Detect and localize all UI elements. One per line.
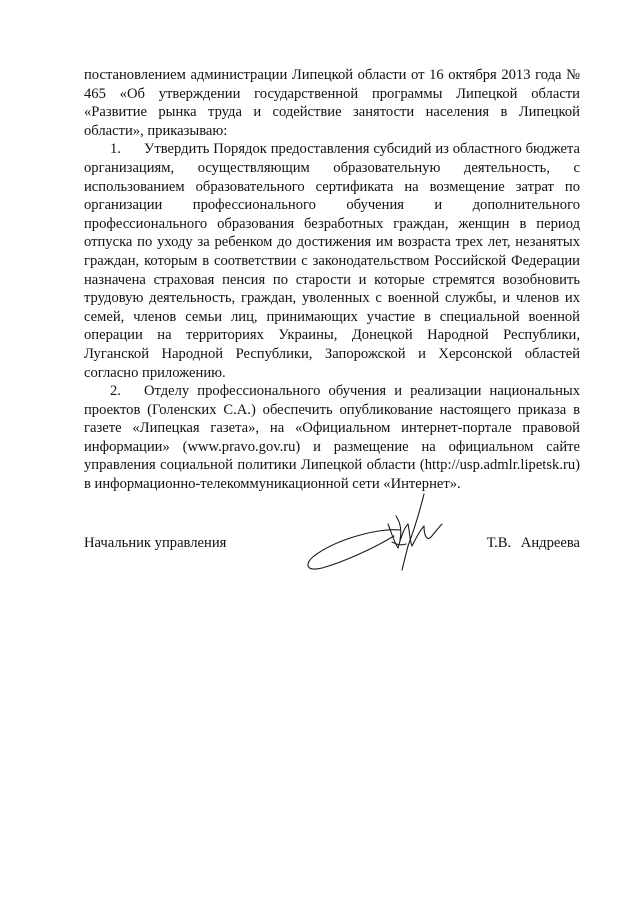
signatory-title: Начальник управления (84, 535, 227, 551)
order-item-2 (84, 382, 580, 494)
signature-block (84, 534, 580, 558)
document-body (84, 66, 580, 494)
order-item-text: Отделу профессионального обучения и реализации национальных проектов (Голенских С.А.) обеспечить опубликование настоящего приказа в газете «Липецкая газета», на «Официальном интернет-портале правовой информации» (www.pravo.gov.ru) и размещение на официальном сайте управления социальной политики Липецкой области (http://usp.admlr.lipetsk.ru) в информационно-телекоммуникационной сети «Интернет». (84, 383, 580, 493)
signatory-name: Т.В. Андреева (486, 535, 580, 551)
order-item-text: Утвердить Порядок предоставления субсидий из областного бюджета организациям, осуществляющим образовательную деятельность, с использованием образовательного сертификата на возмещение затрат по организации профессионального обучения и дополнительного профессионального образования безработных граждан, женщин в период отпуска по уходу за ребенком до достижения им возраста трех лет, незанятых граждан, которым в соответствии с законодательством Российской Федерации назначена страховая пенсия по старости и которые стремятся возобновить трудовую деятельность, граждан, уволенных с военной службы, и членов их семей, членов семьи лиц, принимающих участие в специальной военной операции на территориях Украины, Донецкой Народной Республики, Луганской Народной Республики, Запорожской и Херсонской областей согласно приложению. (84, 141, 580, 381)
signature-stroke (402, 494, 424, 570)
order-item-number: 2. (110, 383, 121, 400)
order-item-1 (84, 140, 580, 382)
order-item-number: 1. (110, 141, 121, 158)
intro-paragraph: постановлением администрации Липецкой области от 16 октября 2013 года № 465 «Об утверждении государственной программы Липецкой области «Развитие рынка труда и содействие занятости населения в Липецкой области», приказываю: (84, 67, 580, 139)
